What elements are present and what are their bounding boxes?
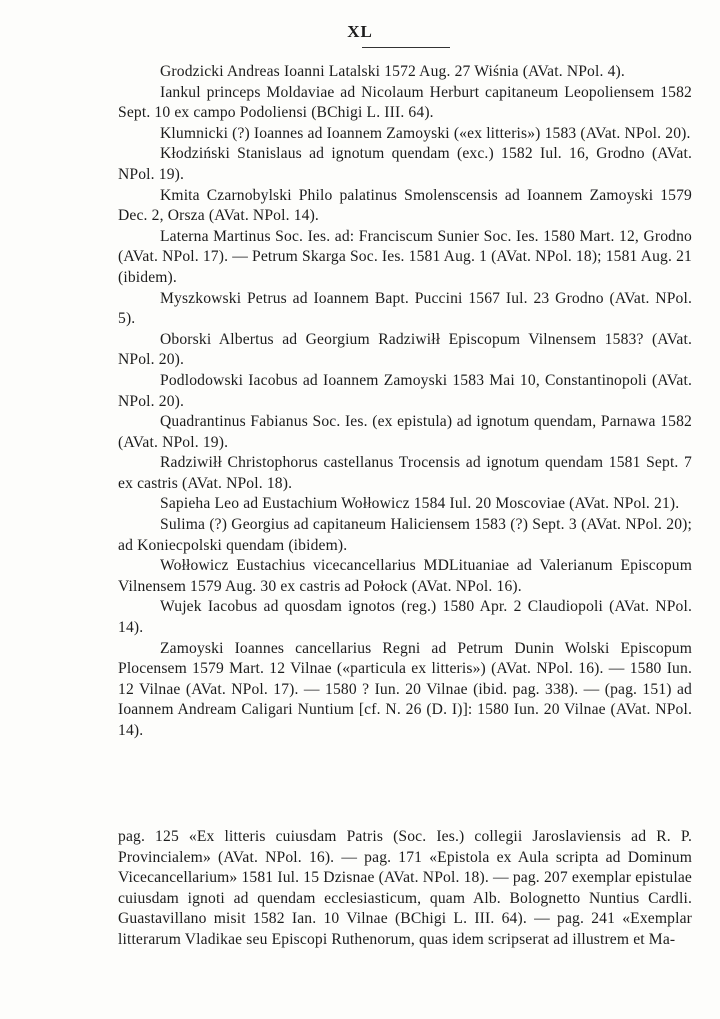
entry: Kmita Czarnobylski Philo palatinus Smolenscensis ad Ioannem Zamoyski 1579 Dec. 2, Orsza (AVat. NPol. 14).: [118, 186, 692, 225]
header-rule: [362, 47, 450, 48]
entry-list: [118, 62, 692, 742]
entry: Klumnicki (?) Ioannes ad Ioannem Zamoyski («ex litteris») 1583 (AVat. NPol. 20).: [160, 124, 691, 142]
entry: Quadrantinus Fabianus Soc. Ies. (ex epistula) ad ignotum quendam, Parnawa 1582 (AVat. NPol. 19).: [118, 413, 692, 451]
entry: Sulima (?) Georgius ad capitaneum Haliciensem 1583 (?) Sept. 3 (AVat. NPol. 20); ad Koniecpolski quendam (ibidem).: [118, 516, 692, 554]
entry: Zamoyski Ioannes cancellarius Regni ad Petrum Dunin Wolski Episcopum Plocensem 1579 Mart. 12 Vilnae («particula ex litteris») (AVat. NPol. 16). — 1580 Iun. 12 Vilnae (AVat. NPol. 17). — 1580 ? Iun. 20 Vilnae (ibid. pag. 338). — (pag. 151) ad Ioannem Andream Caligari Nuntium [cf. N. 26 (D. I)]: 1580 Iun. 20 Vilnae (AVat. NPol. 14).: [118, 639, 692, 739]
entry: Myszkowski Petrus ad Ioannem Bapt. Puccini 1567 Iul. 23 Grodno (AVat. NPol. 5).: [118, 289, 692, 328]
entry: Sapieha Leo ad Eustachium Wołłowicz 1584 Iul. 20 Moscoviae (AVat. NPol. 21).: [160, 495, 680, 513]
page-number: XL: [347, 22, 373, 41]
page-header: [0, 22, 720, 44]
entry: Wołłowicz Eustachius vicecancellarius MDLituaniae ad Valerianum Episcopum Vilnensem 1579 Aug. 30 ex castris ad Połock (AVat. NPol. 16).: [118, 557, 692, 595]
entry: Iankul princeps Moldaviae ad Nicolaum Herburt capitaneum Leopoliensem 1582 Sept. 10 ex campo Podoliensi (BChigi L. III. 64).: [118, 83, 692, 122]
entry: Radziwiłł Christophorus castellanus Trocensis ad ignotum quendam 1581 Sept. 7 ex castris (AVat. NPol. 18).: [118, 454, 692, 492]
entry: Grodzicki Andreas Ioanni Latalski 1572 Aug. 27 Wiśnia (AVat. NPol. 4).: [160, 63, 625, 80]
entry: Laterna Martinus Soc. Ies. ad: Franciscum Sunier Soc. Ies. 1580 Mart. 12, Grodno (AVat. NPol. 17). — Petrum Skarga Soc. Ies. 1581 Aug. 1 (AVat. NPol. 18); 1581 Aug. 21 (ibidem).: [118, 227, 692, 286]
notes-text: pag. 125 «Ex litteris cuiusdam Patris (Soc. Ies.) collegii Jaroslaviensis ad R. P. Provincialem» (AVat. NPol. 16). — pag. 171 «Epistola ex Aula scripta ad Dominum Vicecancellarium» 1581 Iul. 15 Dzisnae (AVat. NPol. 18). — pag. 207 exemplar epistulae cuiusdam ignoti ad quendam ecclesiasticum, quam Alb. Bolognetto Nuntius Cardli. Guastavillano misit 1582 Ian. 10 Vilnae (BChigi L. III. 64). — pag. 241 «Exemplar litterarum Vladikae seu Episcopi Ruthenorum, quas idem scripserat ad illustrem et Ma-: [118, 828, 692, 948]
entry: Wujek Iacobus ad quosdam ignotos (reg.) 1580 Apr. 2 Claudiopoli (AVat. NPol. 14).: [118, 598, 692, 637]
entry: Oborski Albertus ad Georgium Radziwiłł Episcopum Vilnensem 1583? (AVat. NPol. 20).: [118, 330, 692, 369]
entry: Podlodowski Iacobus ad Ioannem Zamoyski 1583 Mai 10, Constantinopoli (AVat. NPol. 20).: [118, 371, 692, 410]
entry: Kłodziński Stanislaus ad ignotum quendam (exc.) 1582 Iul. 16, Grodno (AVat. NPol. 19).: [118, 145, 692, 183]
notes-paragraph: [118, 827, 692, 951]
